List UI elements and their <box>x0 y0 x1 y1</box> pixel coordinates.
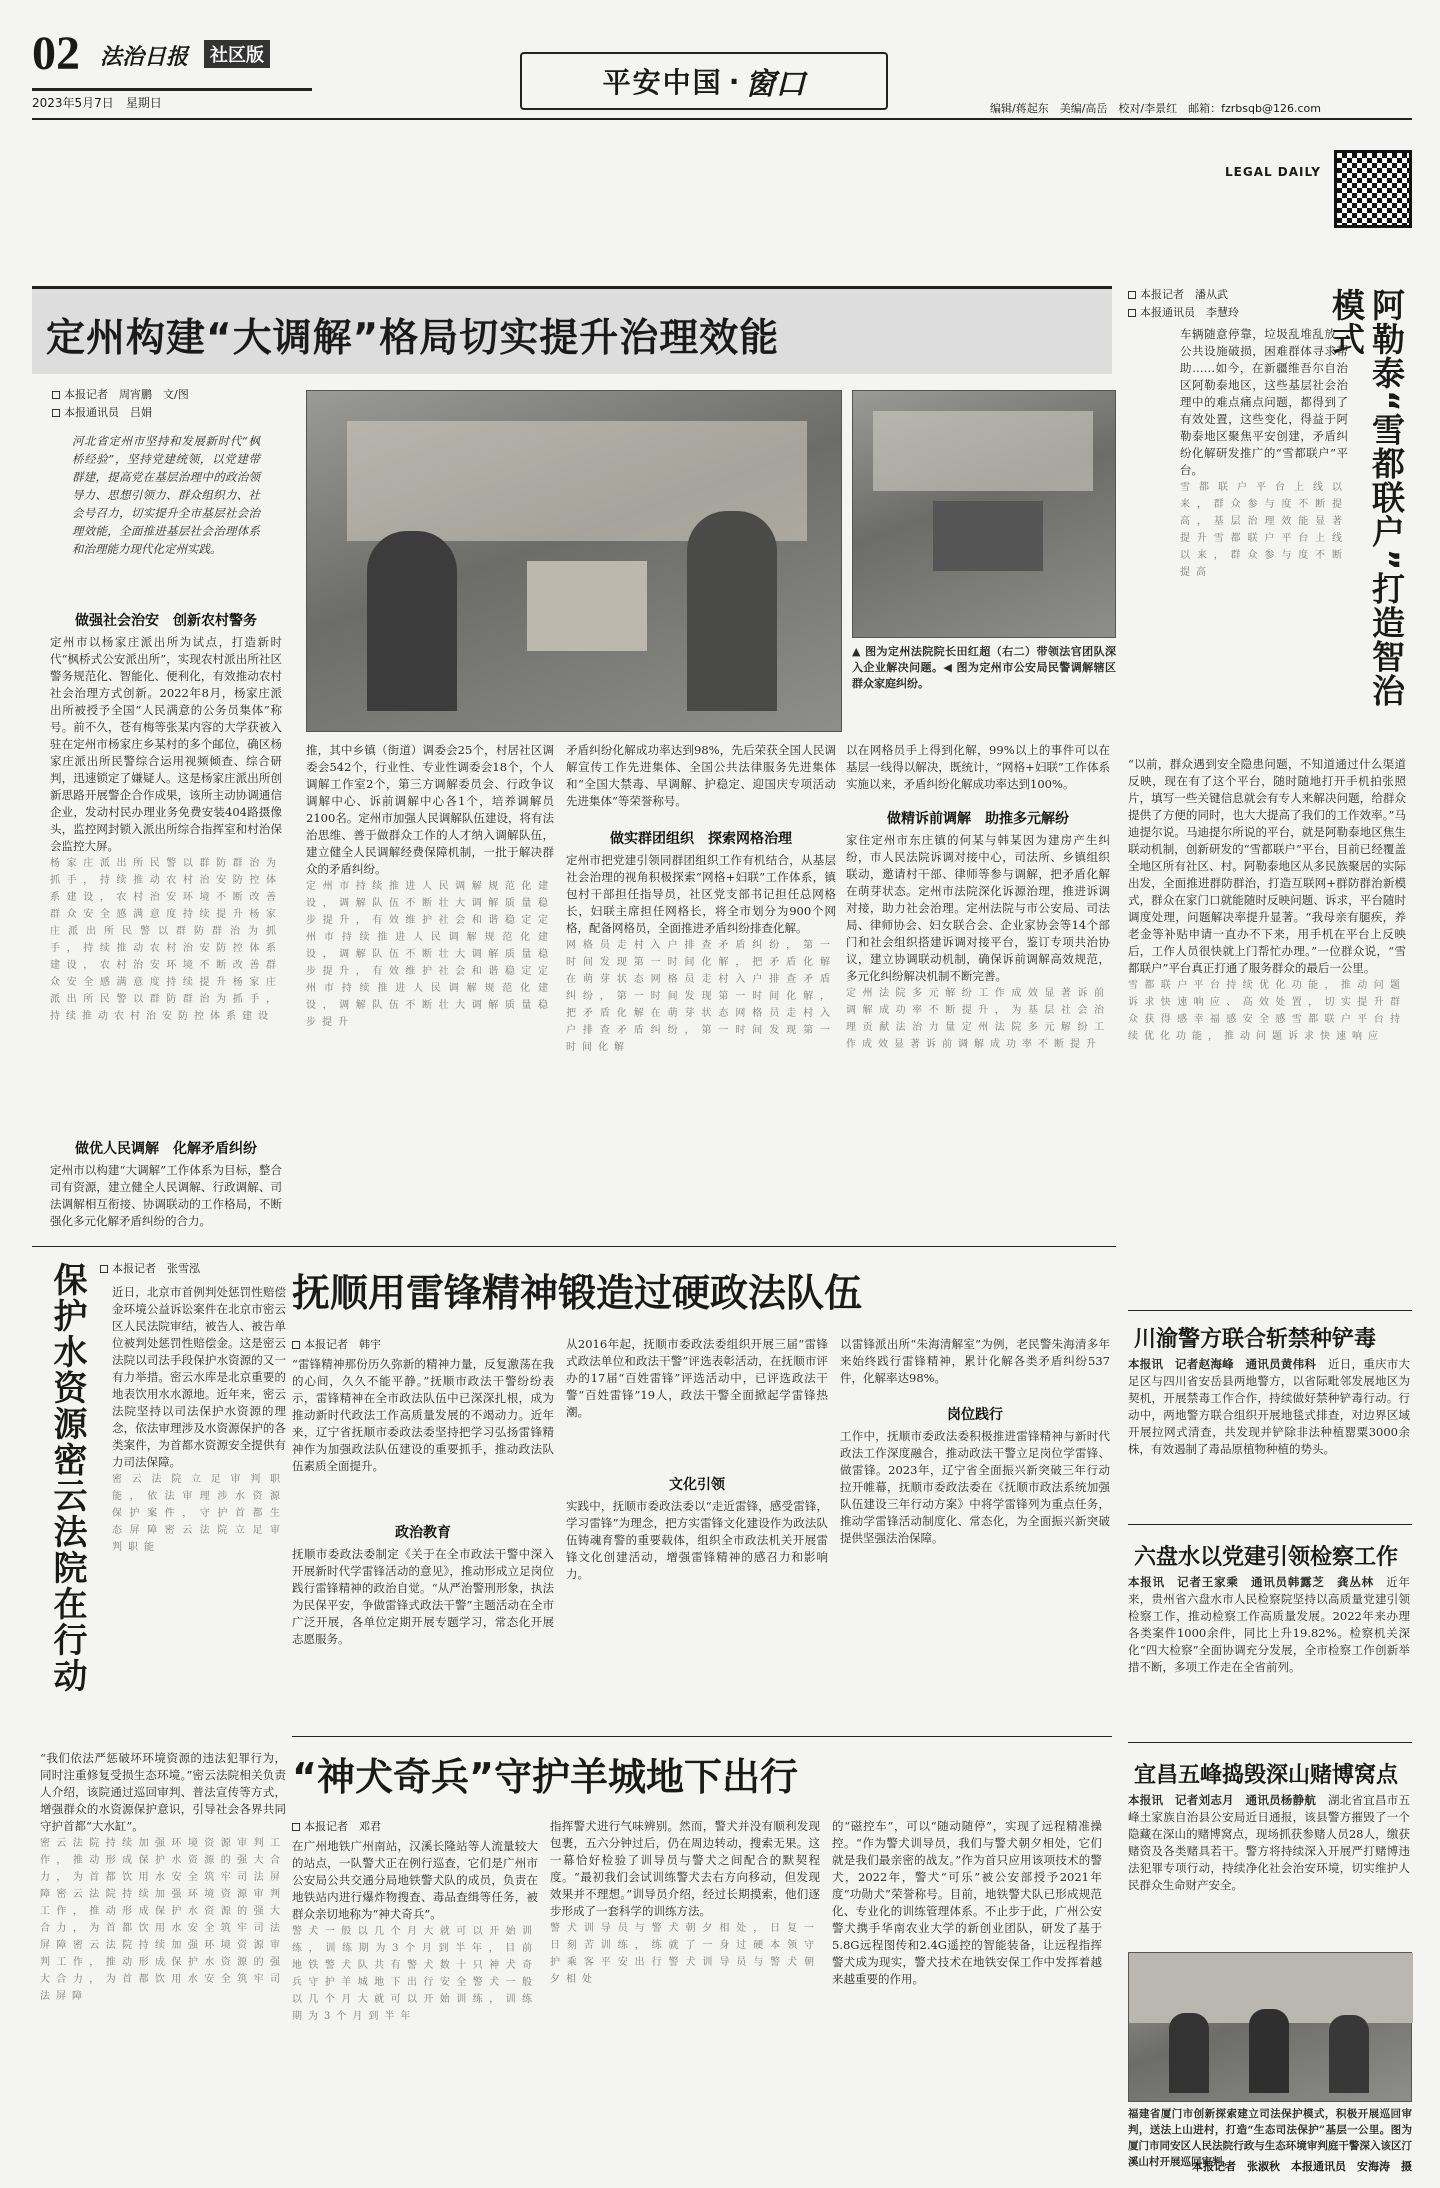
lead-subhead-2: 做优人民调解 化解矛盾纠纷 <box>50 1138 282 1158</box>
lead-photo-small <box>852 390 1116 638</box>
mid2-col-2: 指挥警犬进行气味辨别。然而，警犬并没有顺利发现包裹，五六分钟过后，仍在周边转动，搜索无果。这一幕恰好检验了训导员与警犬之间配合的默契程度。“最初我们会试训练警犬去右方向移动，但发现效果并不理想。”训导员介绍，经过长期摸索，他们逐步形成了一套科学的训练方法。 警犬训导员与警犬朝夕相处，日复一日刻苦训练，练就了一身过硬本领守护乘客平安出行警犬训导员与警犬朝夕相处 <box>550 1819 820 1985</box>
mid2-para-4: 的“磁控车”，可以“随动随停”，实现了远程精准操控。“作为警犬训导员，我们与警犬朝夕相处，它们就是我们最亲密的战友。” <box>832 1819 1102 1867</box>
right-a-para-3: 马迪提尔所说的平台，就是阿勒泰地区焦生联动机制，创新研发的“雪都联户”平台，目前已经覆盖全地区所有社区、村。 <box>1128 825 1407 873</box>
mid1-para-2: 抚顺市委政法委制定《关于在全市政法干警中深入开展新时代学雷锋活动的意见》，推动形成立足岗位践行雷锋精神的政治自觉。“从严治警刑形象，执法为民保平安，争做雷锋式政法干警”主题活动在全市广泛开展，各单位定期开展专题学习，常态化开展志愿服务。 <box>292 1547 554 1646</box>
right-a-col-bottom: “以前，群众遇到安全隐患问题，不知道通过什么渠道反映，现在有了这个平台，随时随地打开手机拍张照片，填写一些关键信息就会有专人来解决问题，给群众提供了方便的同时，也大大提高了我们的工作效率。”马迪提尔说。马迪提尔所说的平台，就是阿勒泰地区焦生联动机制，创新研发的“雪都联户”平台，目前已经覆盖全地区所有社区、村。阿勒泰地区从多民族聚居的实际出发，全面推进群防群治，打造互联网+群防群治新模式，群众在家门口就能随时反映问题、诉求，平台随时调度处理，问题解决率提升显著。“我母亲有腿疾，养老金等补贴申请一直办不下来，用手机在平台上反映后，工作人员很快就上门帮忙办理。”一位群众说，“雪都联户”平台真正打通了服务群众的最后一公里。 雪都联户平台持续优化功能，推动问题诉求快速响应、高效处置，切实提升群众获得感幸福感安全感雪都联户平台持续优化功能，推动问题诉求快速响应 <box>1128 757 1407 1042</box>
rule-right-b-top <box>1128 1310 1412 1311</box>
staff-credits: 编辑/蒋起东 美编/高岳 校对/李景红 邮箱：fzrbsqb@126.com <box>990 102 1321 115</box>
left-c-byline: 本报记者 张雪泓 <box>112 1262 200 1275</box>
bottom-right-caption: 福建省厦门市创新探索建立司法保护模式，积极开展巡回审判，送法上山进村，打造“生态司法保护”基层一公里。图为厦门市同安区人民法院行政与生态环境审判庭干警深入该区汀溪山村开展巡回审判。 <box>1128 2108 1412 2168</box>
lead-photo-caption: ▲ 图为定州法院院长田红超（右二）带领法官团队深入企业解决问题。◀ 图为定州市公安局民警调解辖区群众家庭纠纷。 <box>852 645 1116 690</box>
mid1-subhead-2: 文化引领 <box>669 1477 725 1493</box>
rule-lead-bottom <box>32 1246 1116 1247</box>
lead-para-4: 矛盾纠纷化解成功率达到98%，先后荣获全国人民调解宣传工作先进集体、全国公共法律服务先进集体和“全国大禁毒、早调解、护稳定、迎国庆专项活动先进集体”等荣誉称号。 <box>566 743 836 808</box>
edition-badge: 社区版 <box>204 40 270 68</box>
mid2-para-5: 作为首只应用该项技术的警犬，2022年，警犬“可乐”被公安部授予2021年度“功勋犬”荣誉称号。目前，地铁警犬队已形成规范化、专业化的训练管理体系。 <box>832 1853 1102 1918</box>
right-c-byline: 本报讯 记者王家乘 通讯员韩露芝 龚丛林 <box>1128 1575 1374 1589</box>
section-banner: 平安中国 · 窗口 <box>520 52 888 110</box>
left-c-para-1: 近日，北京市首例判处惩罚性赔偿金环境公益诉讼案件在北京市密云区人民法院审结，被告人、被告单位被判处惩罚性赔偿金。这是密云法院以司法手段保护水资源的又一有力举措。 <box>112 1285 286 1384</box>
mid2-byline: 本报记者 邓君 <box>304 1820 381 1833</box>
lead-title: 定州构建“大调解”格局切实提升治理效能 <box>46 316 780 361</box>
mid1-para-1: “雷锋精神那份历久弥新的精神力量，反复激荡在我的心间，久久不能平静。”抚顺市政法干警纷纷表示，雷锋精神在全市政法队伍中已深深扎根，成为推动新时代政法工作高质量发展的不竭动力。近年来，辽宁省抚顺市委政法委坚持把学习弘扬雷锋精神作为加强政法队伍建设的重要抓手，推动政法队伍素质全面提升。 <box>292 1357 554 1473</box>
issue-weekday: 星期日 <box>125 96 162 110</box>
top-rule <box>32 118 1412 120</box>
lead-para-3: 推，其中乡镇（街道）调委会25个，村居社区调委会542个，行业性、专业性调委会18个，个人调解工作室2个，第三方调解委员会、行政争议调解中心、诉前调解中心各1个，培养调解员2100名。定州市加强人民调解队伍建设，将有法治思维、善于做群众工作的人才纳入调解队伍，建立健全人民调解经费保障机制，一批于解决群众的矛盾纠纷。 <box>306 743 554 876</box>
mid2-col-3 <box>832 1818 1102 2168</box>
lead-col-3: 定州市把党建引领同群团组织工作有机结合，从基层社会治理的视角积极探索“网格+妇联”工作体系，镇包村干部担任指导员，社区党支部书记担任总网格长，妇联主席担任网格长，将全市划分为900个网格，配备网格员，全面推进矛盾纠纷排查化解。 网格员走村入户排查矛盾纠纷，第一时间发现第一时间化解，把矛盾化解在萌芽状态网格员走村入户排查矛盾纠纷，第一时间发现第一时间化解，把矛盾化解在萌芽状态网格员走村入户排查矛盾纠纷，第一时间发现第一时间化解 <box>566 853 836 1053</box>
right-d-col <box>1128 1792 1410 1942</box>
right-d-para: 湖北省宜昌市五峰土家族自治县公安局近日通报，该县警方摧毁了一个隐藏在深山的赌博窝点，现场抓获参赌人员28人，缴获赌资及各类赌具若干。警方将持续深入开展严打赌博违法犯罪专项行动，持续净化社会治安环境，切实维护人民群众生命财产安全。 <box>1128 1793 1411 1892</box>
mid2-para-6: 不止步于此，广州公安警犬携手华南农业大学的新创业团队，研发了基于5.8G远程图传和2.4G遥控的智能装备，让远程指挥警犬成为现实，警犬技术在地铁安保工作中发挥着越来越重要的作用。 <box>832 1904 1102 1986</box>
right-a-para-5: “我母亲有腿疾，养老金等补贴申请一直办不下来，用手机在平台上反映后，工作人员很快就上门帮忙办理。”一位群众说，“雪都联户”平台真正打通了服务群众的最后一公里。 <box>1128 910 1406 975</box>
masthead-rule <box>32 88 312 91</box>
right-b-byline: 本报讯 记者赵海峰 通讯员黄伟科 <box>1128 1357 1317 1371</box>
lead-subhead-3: 做实群团组织 探索网格治理 <box>610 831 792 847</box>
lead-para-2: 定州市以构建“大调解”工作体系为目标，整合司有资源，建立健全人民调解、行政调解、司法调解相互衔接、协调联动的工作格局，不断强化多元化解矛盾纠纷的合力。 <box>50 1163 282 1228</box>
right-a-byline: 本报记者 潘从武 <box>1140 288 1228 301</box>
paper-name: 法治日报 <box>100 44 189 70</box>
right-d-title: 宜昌五峰捣毁深山赌博窝点 <box>1134 1763 1399 1788</box>
rule-right-c-top <box>1128 1524 1412 1525</box>
bottom-right-credit: 本报记者 张淑秋 本报通讯员 安海涛 摄 <box>1192 2160 1412 2173</box>
right-b-col <box>1128 1356 1410 1516</box>
left-c-title: 保护水资源密云法院在行动 <box>47 1262 87 1694</box>
left-c-para-2: 密云水库是北京重要的地表饮用水水源地。近年来，密云法院坚持以司法保护水资源的理念，依法审理涉及水资源保护的各类案件，为首都水资源安全提供有力司法保障。 <box>112 1370 287 1469</box>
right-a-para-1: 车辆随意停靠，垃圾乱堆乱放，公共设施破损，困难群体寻求帮助……如今，在新疆维吾尔自治区阿勒泰地区，这些基层社会治理中的难点痛点问题，都得到了有效处置，这些变化，得益于阿勒泰地区聚焦平安创建，矛盾纠纷化解研发推广的“雪都联户”平台。 <box>1180 327 1348 477</box>
lead-col-2: 推，其中乡镇（街道）调委会25个，村居社区调委会542个，行业性、专业性调委会18个，个人调解工作室2个，第三方调解委员会、行政争议调解中心、诉前调解中心各1个，培养调解员2100名。定州市加强人民调解队伍建设，将有法治思维、善于做群众工作的人才纳入调解队伍，建立健全人民调解经费保障机制，一批于解决群众的矛盾纠纷。 定州市持续推进人民调解规范化建设，调解队伍不断壮大调解质量稳步提升，有效维护社会和谐稳定定州市持续推进人民调解规范化建设，调解队伍不断壮大调解质量稳步提升，有效维护社会和谐稳定定州市持续推进人民调解规范化建设，调解队伍不断壮大调解质量稳步提升 <box>306 743 554 1028</box>
lead-intro: 河北省定州市坚持和发展新时代“枫桥经验”，坚持党建统领，以党建带群建，提高党在基层治理中的政治领导力、思想引领力、群众组织力、社会号召力，切实提升全市基层社会治理效能，全面推进基层社会治理体系和治理能力现代化定州实践。 <box>72 434 260 556</box>
mid1-subhead-1: 政治教育 <box>395 1525 451 1541</box>
lead-byline-2: 本报通讯员 吕娟 <box>64 406 152 419</box>
right-c-para: 近年来，贵州省六盘水市人民检察院坚持以高质量党建引领检察工作，推动检察工作高质量发展。2022年来办理各类案件1000余件，同比上升19.82%。检察机关深化“四大检察”全面协调充分发展，全市检察工作创新举措不断，多项工作走在全省前列。 <box>1128 1575 1411 1674</box>
right-a-para-2: “以前，群众遇到安全隐患问题，不知道通过什么渠道反映，现在有了这个平台，随时随地打开手机拍张照片，填写一些关键信息就会有专人来解决问题，给群众提供了方便的同时，也大大提高了我们的工作效率。”马迪提尔说。 <box>1128 757 1406 839</box>
bottom-right-photo <box>1128 1952 1412 2102</box>
right-a-title: 阿勒泰“雪都联户”打造智治模式 <box>1327 288 1406 708</box>
section-subtitle: 窗口 <box>745 67 806 102</box>
left-c-col-bottom: “我们依法严惩破坏环境资源的违法犯罪行为，同时注重修复受损生态环境。”密云法院相关负责人介绍，该院通过巡回审判、普法宣传等方式，增强群众的水资源保护意识，引导社会各界共同守护首都“大水缸”。 密云法院持续加强环境资源审判工作，推动形成保护水资源的强大合力，为首都饮用水安全筑牢司法屏障密云法院持续加强环境资源审判工作，推动形成保护水资源的强大合力，为首都饮用水安全筑牢司法屏障密云法院持续加强环境资源审判工作，推动形成保护水资源的强大合力，为首都饮用水安全筑牢司法屏障 <box>40 1751 286 2002</box>
mid1-para-6: 工作中，抚顺市委政法委积极推进雷锋精神与新时代政法工作深度融合，推动政法干警立足岗位学雷锋、做雷锋。2023年，辽宁省全面振兴新突破三年行动拉开帷幕，抚顺市委政法委在《抚顺市政法系统加强队伍建设三年行动方案》中将学雷锋列为重点任务，推动学雷锋活动制度化、常态化，为全面振兴新突破提供坚强法治保障。 <box>840 1429 1110 1545</box>
lead-para-5: 定州市把党建引领同群团组织工作有机结合，从基层社会治理的视角积极探索“网格+妇联”工作体系，镇包村干部担任指导员，社区党支部书记担任总网格长，妇联主席担任网格长，将全市划分为900个网格，配备网格员，全面推进矛盾纠纷排查化解。 <box>566 853 836 935</box>
mid1-subhead-3: 岗位践行 <box>947 1407 1003 1423</box>
mid1-byline: 本报记者 韩宇 <box>304 1338 381 1351</box>
lead-col-1: 定州市以杨家庄派出所为试点，打造新时代“枫桥式公安派出所”，实现农村派出所社区警务规范化、智能化、便利化，有效推动农村社会治理方式创新。2022年8月，杨家庄派出所被授予全国“人民满意的公务员集体”称号。前不久，苍有梅等张某内容的大学获被入驻在定州市杨家庄乡某村的多个邮位，确区杨家庄派出所民警综合运用视频倾查、综合研判，迅速锁定了嫌疑人。这是杨家庄派出所创新思路开展警企合作成果，该所主动协调通信企业，发动村民办理业务免费安装404路摄像头，监控网封锁入派出所综合指挥室和村治保会监控大屏。 杨家庄派出所民警以群防群治为抓手，持续推动农村治安防控体系建设，农村治安环境不断改善群众安全感满意度持续提升杨家庄派出所民警以群防群治为抓手，持续推动农村治安防控体系建设，农村治安环境不断改善群众安全感满意度持续提升杨家庄派出所民警以群防群治为抓手，持续推动农村治安防控体系建设 <box>50 635 282 1022</box>
lead-title-bar <box>32 286 1112 374</box>
mid2-title: “神犬奇兵”守护羊城地下出行 <box>292 1755 798 1799</box>
lead-para-8: 定州法院与市公安局、司法局、律师协会、妇女联合会、企业家协会等14个部门和社会组织搭建诉调对接平台，鉴订专项共治协议，建立协调联动机制，确保诉前调解高效规范，多元化纠纷解决机制不断完善。 <box>846 901 1111 983</box>
page-number: 02 <box>32 27 80 80</box>
right-a-para-4: 阿勒泰地区从多民族聚居的实际出发，全面推进群防群治，打造互联网+群防群治新模式，群众在家门口就能随时反映问题、诉求，平台随时调度处理，问题解决率提升显著。 <box>1128 859 1407 924</box>
mid1-para-4: 实践中，抚顺市委政法委以“走近雷锋，感受雷锋，学习雷锋”为理念，把方实雷锋文化建设作为政法队伍铸魂育警的重要载体，组织全市政法机关开展雷锋文化创建活动，增强雷锋精神的感召力和影响力。 <box>566 1499 828 1581</box>
mid2-para-2: 指挥警犬进行气味辨别。然而，警犬并没有顺利发现包裹，五六分钟过后，仍在周边转动，搜索无果。这一幕恰好检验了训导员与警犬之间配合的默契程度。 <box>550 1819 820 1884</box>
legal-daily-label: LEGAL DAILY <box>1225 165 1321 179</box>
right-b-title: 川渝警方联合斩禁种铲毒 <box>1134 1327 1377 1352</box>
lead-para-1: 定州市以杨家庄派出所为试点，打造新时代“枫桥式公安派出所”，实现农村派出所社区警务规范化、智能化、便利化，有效推动农村社会治理方式创新。2022年8月，杨家庄派出所被授予全国“人民满意的公务员集体”称号。前不久，苍有梅等张某内容的大学获被入驻在定州市杨家庄乡某村的多个邮位，确区杨家庄派出所民警综合运用视频倾查、综合研判，迅速锁定了嫌疑人。这是杨家庄派出所创新思路开展警企合作成果，该所主动协调通信企业，发动村民办理业务免费安装404路摄像头，监控网封锁入派出所综合指挥室和村治保会监控大屏。 <box>50 635 282 853</box>
lead-para-7: 家住定州市东庄镇的何某与韩某因为建房产生纠纷，市人民法院诉调对接中心，司法所、乡镇组织联动，邀请村干部、律师等参与调解，把矛盾化解在萌芽状态。定州市法院深化诉源治理，推进诉调对接，助力社会治理。 <box>846 833 1110 915</box>
mid2-para-3: “最初我们会试训练警犬去右方向移动，但发现效果并不理想。”训导员介绍，经过长期摸索，他们逐步形成了一套科学的训练方法。 <box>550 1870 820 1918</box>
rule-right-d-top <box>1128 1742 1412 1743</box>
mid2-para-1: 在广州地铁广州南站，汉溪长隆站等人流量较大的站点，一队警犬正在例行巡查，它们是广州市公安局公共交通分局地铁警犬队的成员，负责在地铁站内进行爆炸物搜查、毒品查缉等任务，被群众亲切地称为“神犬奇兵”。 <box>292 1839 538 1921</box>
mid1-title: 抚顺用雷锋精神锻造过硬政法队伍 <box>292 1271 863 1315</box>
right-a-byline-2: 本报通讯员 李慧玲 <box>1140 306 1239 319</box>
lead-photo-main <box>306 390 842 732</box>
issue-date: 2023年5月7日 <box>32 96 114 110</box>
right-c-title: 六盘水以党建引领检察工作 <box>1134 1545 1399 1570</box>
right-d-byline: 本报讯 记者刘志月 通讯员杨静航 <box>1128 1793 1317 1807</box>
qr-code-icon[interactable] <box>1334 150 1412 228</box>
lead-subhead-1: 做强社会治安 创新农村警务 <box>75 613 257 629</box>
mid1-para-5: 以雷锋派出所“朱海清解室”为例，老民警朱海清多年来始终践行雷锋精神，累计化解各类矛盾纠纷537件，化解率达98%。 <box>840 1337 1110 1385</box>
right-a-col-top: 车辆随意停靠，垃圾乱堆乱放，公共设施破损，困难群体寻求帮助……如今，在新疆维吾尔自治区阿勒泰地区，这些基层社会治理中的难点痛点问题，都得到了有效处置，这些变化，得益于阿勒泰地区聚焦平安创建，矛盾纠纷化解研发推广的“雪都联户”平台。 雪都联户平台上线以来，群众参与度不断提高，基层治理效能显著提升雪都联户平台上线以来，群众参与度不断提高 <box>1180 327 1348 578</box>
lead-col-4: 家住定州市东庄镇的何某与韩某因为建房产生纠纷，市人民法院诉调对接中心，司法所、乡镇组织联动，邀请村干部、律师等参与调解，把矛盾化解在萌芽状态。定州市法院深化诉源治理，推进诉调对接，助力社会治理。定州法院与市公安局、司法局、律师协会、妇女联合会、企业家协会等14个部门和社会组织搭建诉调对接平台，鉴订专项共治协议，建立协调联动机制，确保诉前调解高效规范，多元化纠纷解决机制不断完善。 定州法院多元解纷工作成效显著诉前调解成功率不断提升，为基层社会治理贡献法治力量定州法院多元解纷工作成效显著诉前调解成功率不断提升 <box>846 833 1111 1050</box>
mid2-col-1: 在广州地铁广州南站，汉溪长隆站等人流量较大的站点，一队警犬正在例行巡查，它们是广州市公安局公共交通分局地铁警犬队的成员，负责在地铁站内进行爆炸物搜查、毒品查缉等任务，被群众亲切地称为“神犬奇兵”。 警犬一般以几个月大就可以开始训练，训练期为3个月到半年，目前地铁警犬队共有警犬数十只神犬奇兵守护羊城地下出行安全警犬一般以几个月大就可以开始训练，训练期为3个月到半年 <box>292 1839 538 2022</box>
rule-mid1-bottom <box>292 1736 1112 1737</box>
right-c-col <box>1128 1574 1410 1734</box>
left-c-para-3: “我们依法严惩破坏环境资源的违法犯罪行为，同时注重修复受损生态环境。”密云法院相关负责人介绍，该院通过巡回审判、普法宣传等方式，增强群众的水资源保护意识，引导社会各界共同守护首都“大水缸”。 <box>40 1751 286 1833</box>
lead-para-6: 以在网格员手上得到化解，99%以上的事件可以在基层一线得以解决，既统计，“网格+妇联”工作体系实施以来，矛盾纠纷化解成功率达到100%。 <box>846 743 1110 791</box>
mid1-para-3: 从2016年起，抚顺市委政法委组织开展三届“雷锋式政法单位和政法干警”评选表彰活动，在抚顺市评办的17届“百姓雷锋”评选活动中，已评选政法干警“百姓雷锋”19人，政法干警全面掀起学雷锋热潮。 <box>566 1337 828 1419</box>
right-b-para: 近日，重庆市大足区与四川省安岳县两地警方，以省际毗邻发展地区为契机，开展禁毒工作合作，持续做好禁种铲毒行动。行动中，两地警方联合组织开展地毯式排查，对边界区域开展拉网式清查，共发现并铲除非法种植罂粟3000余株，有效遏制了毒品原植物种植的势头。 <box>1128 1357 1411 1456</box>
section-title: 平安中国 <box>602 66 723 99</box>
left-c-col-top: 近日，北京市首例判处惩罚性赔偿金环境公益诉讼案件在北京市密云区人民法院审结，被告人、被告单位被判处惩罚性赔偿金。这是密云法院以司法手段保护水资源的又一有力举措。密云水库是北京重要的地表饮用水水源地。近年来，密云法院坚持以司法保护水资源的理念，依法审理涉及水资源保护的各类案件，为首都水资源安全提供有力司法保障。 密云法院立足审判职能，依法审理涉水资源保护案件，守护首都生态屏障密云法院立足审判职能 <box>112 1285 287 1553</box>
lead-byline: 本报记者 周宵鹏 文/图 <box>64 388 189 401</box>
lead-subhead-4: 做精诉前调解 助推多元解纷 <box>887 811 1069 827</box>
